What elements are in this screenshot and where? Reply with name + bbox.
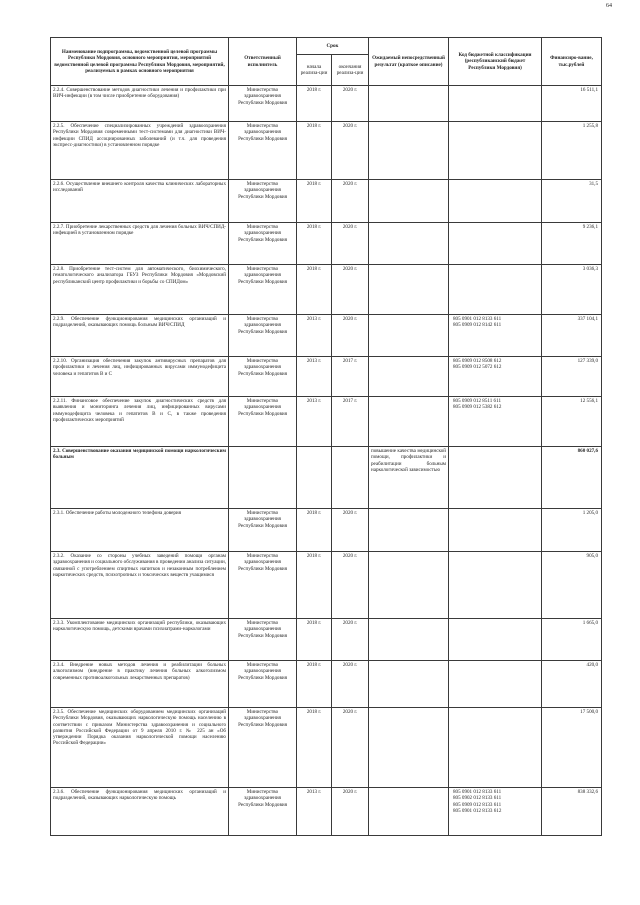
cell-result (369, 509, 449, 552)
table-row (51, 661, 602, 708)
cell-name: 2.3.3. Укомплектование медицинских организаций республики, оказывающих наркологическую помощь, детскими врачами психиатрами-наркологами (51, 619, 229, 661)
budget-code: 805 0909 012 5382 612 (453, 404, 502, 411)
cell-codes (449, 788, 542, 836)
cell-codes (449, 315, 542, 357)
cell-name: 2.2.10. Организация обеспечения закупок антивирусных препаратов для профилактики и лечения лиц, инфицированных вирусами иммунодефицита человека и гепатитов B и C (51, 357, 229, 397)
cell-executor: Министерство здравоохранения Республики Мордовия (229, 180, 297, 223)
cell-result (369, 552, 449, 619)
cell-end: 2020 г. (332, 265, 369, 315)
cell-start: 2018 г. (297, 661, 332, 708)
table-body (51, 86, 602, 836)
cell-finance: 905,0 (542, 552, 602, 619)
cell-codes (449, 357, 542, 397)
header-end: окончания реализа-ции (332, 55, 369, 86)
cell-executor: Министерство здравоохранения Республики Мордовия (229, 397, 297, 447)
cell-result (369, 619, 449, 661)
cell-executor (229, 447, 297, 509)
cell-codes (449, 223, 542, 265)
cell-executor: Министерство здравоохранения Республики Мордовия (229, 552, 297, 619)
cell-result (369, 661, 449, 708)
cell-finance: 16 511,1 (542, 86, 602, 122)
table-row (51, 357, 602, 397)
cell-result (369, 180, 449, 223)
page-number: 64 (606, 3, 612, 9)
cell-codes (449, 397, 542, 447)
cell-start: 2018 г. (297, 619, 332, 661)
cell-end: 2020 г. (332, 619, 369, 661)
table-row (51, 552, 602, 619)
cell-end: 2020 г. (332, 223, 369, 265)
budget-code: 805 0901 012 8133 612 (453, 807, 502, 814)
cell-start: 2018 г. (297, 265, 332, 315)
cell-finance: 127 339,0 (542, 357, 602, 397)
budget-code: 805 0909 012 8508 612 (453, 358, 502, 364)
cell-result: повышение качества медицинской помощи, профилактики и реабилитации больным наркологической зависимостью (369, 447, 449, 509)
budget-code: 805 0901 012 8133 611 (453, 789, 502, 795)
cell-codes (449, 86, 542, 122)
cell-name: 2.2.9. Обеспечение функционирования медицинских организаций и подразделений, оказывающих помощь больным ВИЧ/СПИД (51, 315, 229, 357)
cell-codes (449, 122, 542, 180)
cell-executor: Министерство здравоохранения Республики Мордовия (229, 619, 297, 661)
cell-executor: Министерство здравоохранения Республики Мордовия (229, 122, 297, 180)
cell-name: 2.3.1. Обеспечение работы молодежного телефона доверия (51, 509, 229, 552)
cell-finance: 17 500,0 (542, 708, 602, 788)
table-row (51, 315, 602, 357)
cell-executor: Министерство здравоохранения Республики Мордовия (229, 86, 297, 122)
cell-end: 2020 г. (332, 180, 369, 223)
cell-end: 2020 г. (332, 122, 369, 180)
budget-code: 805 0909 012 8511 611 (453, 398, 502, 404)
cell-start: 2018 г. (297, 708, 332, 788)
cell-start: 2018 г. (297, 122, 332, 180)
cell-codes (449, 447, 542, 509)
cell-codes (449, 180, 542, 223)
cell-executor: Министерство здравоохранения Республики Мордовия (229, 223, 297, 265)
header-executor: Ответственный исполнитель (229, 38, 297, 86)
cell-finance: 3 036,3 (542, 265, 602, 315)
cell-finance: 1 205,0 (542, 509, 602, 552)
cell-executor: Министерство здравоохранения Республики Мордовия (229, 357, 297, 397)
cell-start: 2018 г. (297, 180, 332, 223)
header-code: Код бюджетной классификации (республиканский бюджет Республики Мордовия) (449, 38, 542, 86)
cell-result (369, 122, 449, 180)
cell-result (369, 708, 449, 788)
cell-end: 2020 г. (332, 788, 369, 836)
cell-name: 2.2.6. Осуществление внешнего контроля качества клинических лабораторных исследований (51, 180, 229, 223)
cell-end: 2020 г. (332, 509, 369, 552)
table-row (51, 397, 602, 447)
cell-finance: 31,5 (542, 180, 602, 223)
table-row (51, 122, 602, 180)
table-row (51, 265, 602, 315)
cell-finance: 1 665,0 (542, 619, 602, 661)
cell-start: 2018 г. (297, 509, 332, 552)
cell-finance: 838 332,6 (542, 788, 602, 836)
cell-start: 2013 г. (297, 397, 332, 447)
table-row (51, 180, 602, 223)
cell-start: 2013 г. (297, 357, 332, 397)
cell-finance: 337 104,1 (542, 315, 602, 357)
cell-result (369, 223, 449, 265)
header-term: Срок (297, 38, 369, 55)
cell-end: 2017 г. (332, 357, 369, 397)
header-start: начала реализа-ции (297, 55, 332, 86)
budget-code: 805 0901 012 8133 611 (453, 316, 502, 322)
cell-result (369, 788, 449, 836)
section-row (51, 447, 602, 509)
table-row (51, 509, 602, 552)
cell-name: 2.2.7. Приобретение лекарственных средств для лечения больных ВИЧ/СПИД-инфекцией в установленном порядке (51, 223, 229, 265)
budget-code: 805 0902 012 8133 611 (453, 795, 502, 802)
cell-executor: Министерство здравоохранения Республики Мордовия (229, 315, 297, 357)
budget-code: 805 0909 012 5072 612 (453, 364, 502, 371)
cell-start: 2018 г. (297, 223, 332, 265)
cell-codes (449, 619, 542, 661)
cell-finance: 1 255,8 (542, 122, 602, 180)
table-row (51, 86, 602, 122)
header-finance: Финансиро-вание, тыс.рублей (542, 38, 602, 86)
cell-start: 2013 г. (297, 788, 332, 836)
cell-start: 2013 г. (297, 315, 332, 357)
cell-name: 2.2.11. Финансовое обеспечение закупок диагностических средств для выявления и мониторинга лечения лиц, инфицированных вирусами иммунодефицита человека и гепатитов B и C, в также проведения профилактических мероприятий (51, 397, 229, 447)
cell-start (297, 447, 332, 509)
cell-codes (449, 509, 542, 552)
cell-name: 2.2.5. Обеспечение специализированных учреждений здравоохранения Республики Мордовия современными тест-системами для диагностики ВИЧ-инфекции СПИД ассоциированных заболеваний (и т.ч. для проведения экспресс-диагностики) в установленном порядке (51, 122, 229, 180)
cell-executor: Министерство здравоохранения Республики Мордовия (229, 708, 297, 788)
cell-end: 2020 г. (332, 552, 369, 619)
cell-executor: Министерство здравоохранения Республики Мордовия (229, 509, 297, 552)
budget-code: 805 0909 012 8142 611 (453, 322, 502, 329)
cell-name: 2.2.8. Приобретение тест-систем для автоматического, биохимического, гематологического анализатора ГБУЗ Республики Мордовия «Мордовский республиканский центр профилактики и борьбы со СПИДом» (51, 265, 229, 315)
cell-end: 2020 г. (332, 708, 369, 788)
cell-codes (449, 265, 542, 315)
cell-finance: 12 556,1 (542, 397, 602, 447)
cell-executor: Министерство здравоохранения Республики Мордовия (229, 661, 297, 708)
cell-result (369, 357, 449, 397)
cell-name: 2.3.4. Внедрение новых методов лечения и реабилитации больных алкоголизмом (внедрение в практику лечения больных алкоголизмом современных противоалкогольных лекарственных препаратов) (51, 661, 229, 708)
cell-result (369, 265, 449, 315)
cell-name: 2.3.5. Обеспечение медицинских оборудованием медицинских организаций Республики Мордовия, оказывающих наркологическую помощь населению в соответствии с приказом Министерства здравоохранения и социального развития Российской Федерации от 9 апреля 2010 г. № 225 ан «Об утверждении Порядка оказания наркологической помощи населению Российской Федерации» (51, 708, 229, 788)
table-row (51, 788, 602, 836)
cell-end: 2020 г. (332, 315, 369, 357)
cell-start: 2018 г. (297, 86, 332, 122)
cell-executor: Министерство здравоохранения Республики Мордовия (229, 788, 297, 836)
budget-code: 805 0909 012 8133 611 (453, 801, 502, 808)
cell-name: 2.3.2. Оказание со стороны учебных заведений помощи органам здравоохранения и социального обслуживания в проведении анализа ситуации, связанной с употреблением спиртных напитков и незаконным потреблением наркотических средств, психотропных и токсических веществ учащимися (51, 552, 229, 619)
cell-result (369, 86, 449, 122)
header-name: Наименование подпрограммы, ведомственной целевой программы Республики Мордовия, основного мероприятия, мероприятий ведомственной целевой программы Республики Мордовия, мероприятий, реализуемых в рамках основного мероприятия (51, 38, 229, 86)
cell-executor: Министерство здравоохранения Республики Мордовия (229, 265, 297, 315)
cell-codes (449, 708, 542, 788)
cell-finance: 860 027,6 (542, 447, 602, 509)
cell-codes (449, 661, 542, 708)
program-table (50, 37, 602, 836)
cell-end: 2020 г. (332, 86, 369, 122)
cell-end: 2017 г. (332, 397, 369, 447)
cell-name: 2.3. Совершенствование оказания медицинской помощи наркологическим больным (51, 447, 229, 509)
cell-name: 2.3.6. Обеспечение функционирования медицинских организаций и подразделений, оказывающих наркологическую помощь (51, 788, 229, 836)
cell-finance: 420,0 (542, 661, 602, 708)
cell-result (369, 397, 449, 447)
cell-result (369, 315, 449, 357)
cell-name: 2.2.4. Совершенствование методов диагностики лечения и профилактики при ВИЧ-инфекции (в том числе приобретение оборудования) (51, 86, 229, 122)
header-result: Ожидаемый непосредственный результат (краткое описание) (369, 38, 449, 86)
table-row (51, 619, 602, 661)
cell-end (332, 447, 369, 509)
cell-start: 2018 г. (297, 552, 332, 619)
cell-finance: 9 236,1 (542, 223, 602, 265)
cell-codes (449, 552, 542, 619)
table-row (51, 223, 602, 265)
table-row (51, 708, 602, 788)
cell-end: 2020 г. (332, 661, 369, 708)
